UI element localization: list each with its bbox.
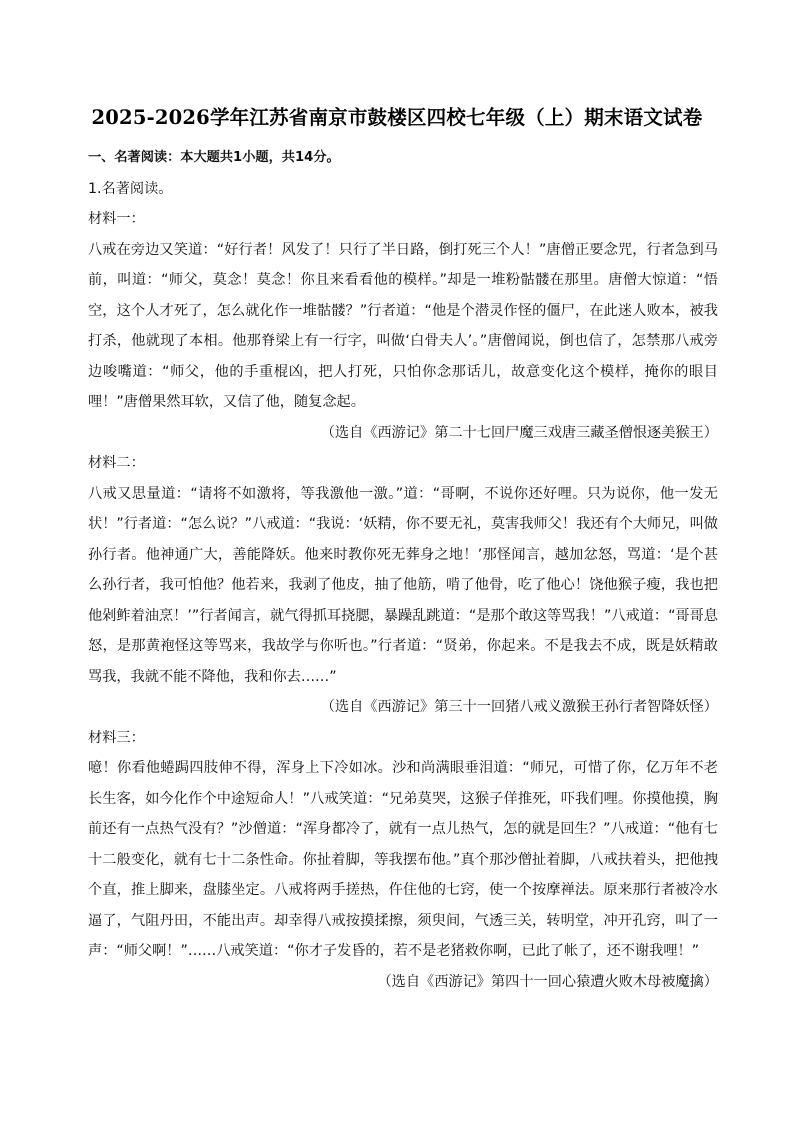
question-number: 1.名著阅读。 [88, 180, 173, 197]
material-1-text: 八戒在旁边又笑道：“好行者！风发了！只行了半日路，倒打死三个人！”唐僧正要念咒，行者急到马前，叫道：“师父，莫念！莫念！你且来看看他的模样。”却是一堆粉骷髅在那里。唐僧大惊道：“悟空，这个人才死了，怎么就化作一堆骷髅？”行者道：“他是个潜灵作怪的僵尸，在此迷人败本，被我打杀，他就现了本相。他那脊梁上有一行字，叫做‘白骨夫人’。”唐僧闻说，倒也信了，怎禁那八戒旁边唆嘴道：“师父，他的手重棍凶，把人打死，只怕你念那话儿，故意变化这个模样，掩你的眼目哩！”唐僧果然耳软，又信了他，随复念起。 [88, 241, 718, 410]
material-2-text: 八戒又思量道：“请将不如激将，等我激他一激。”道：“哥啊，不说你还好哩。只为说你，他一发无状！”行者道：“怎么说？”八戒道：“我说：‘妖精，你不要无礼，莫害我师父！我还有个大师兄，叫做孙行者。他神通广大，善能降妖。他来时教你死无葬身之地！’那怪闻言，越加忿怒，骂道：‘是个甚么孙行者，我可怕他？他若来，我剥了他皮，抽了他筋，啃了他骨，吃了他心！饶他猴子瘦，我也把他剁鲊着油烹！’”行者闻言，就气得抓耳挠腮，暴躁乱跳道：“是那个敢这等骂我！”八戒道：“哥哥息怒，是那黄袍怪这等骂来，我故学与你听也。”行者道：“贤弟，你起来。不是我去不成，既是妖精敢骂我，我就不能不降他，我和你去……” [88, 485, 718, 685]
material-1-label: 材料一： [88, 211, 145, 227]
material-2-label: 材料二： [88, 455, 145, 471]
material-3-label: 材料三： [88, 729, 145, 746]
material-2-source: （选自《西游记》第三十一回猪八戒义激猴王孙行者智降妖怪） [320, 699, 718, 715]
page-title: 2025-2026学年江苏省南京市鼓楼区四校七年级（上）期末语文试卷 [91, 106, 703, 129]
material-3-text: 噫！你看他蜷跼四肢伸不得，浑身上下冷如冰。沙和尚满眼垂泪道：“师兄，可惜了你，亿万年不老长生客，如今化作个中途短命人！”八戒笑道：“兄弟莫哭，这猴子佯推死，吓我们哩。你摸他摸，胸前还有一点热气没有？”沙僧道：“浑身都冷了，就有一点儿热气，怎的就是回生？”八戒道：“他有七十二般变化，就有七十二条性命。你扯着脚，等我摆布他。”真个那沙僧扯着脚，八戒扶着头，把他拽个直，推上脚来，盘膝坐定。八戒将两手搓热，仵住他的七窍，使一个按摩禅法。原来那行者被冷水逼了，气阻丹田，不能出声。却幸得八戒按摸揉擦，须臾间，气透三关，转明堂，冲开孔窍，叫了一声：“师父啊！”……八戒笑道：“你才子发昏的，若不是老猪救你啊，已此了帐了，还不谢我哩！” [88, 760, 718, 959]
material-3-source: （选自《西游记》第四十一回心猿遭火败木母被魔擒） [377, 973, 718, 990]
material-1-source: （选自《西游记》第二十七回尸魔三戏唐三藏圣僧恨逐美猴王） [320, 424, 718, 441]
section-heading: 一、名著阅读：本大题共1小题，共14分。 [88, 150, 340, 165]
exam-body [88, 143, 718, 997]
